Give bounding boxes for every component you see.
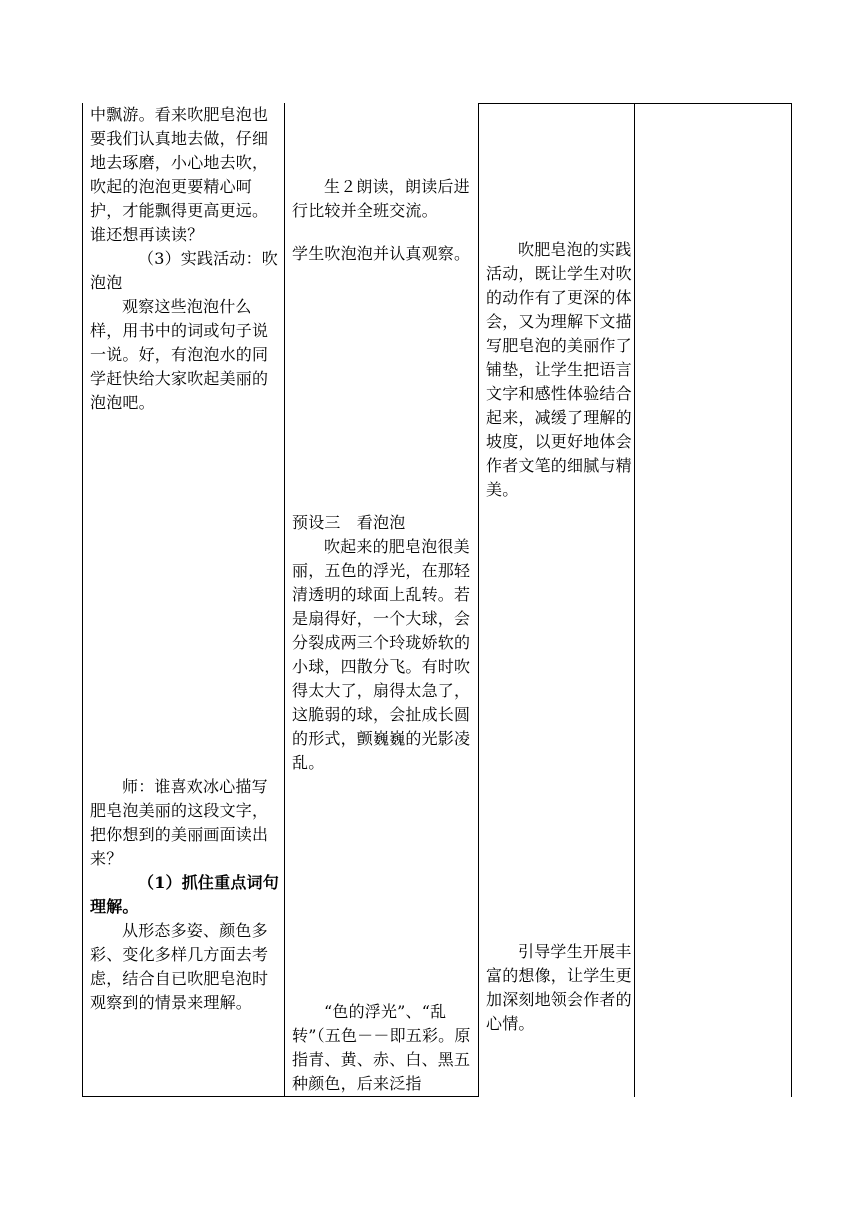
paragraph-understanding-guide: 从形态多姿、颜色多彩、变化多样几方面去考虑，结合自已吹肥皂泡时观察到的情景来理解。 xyxy=(90,921,269,1012)
student-activity-3 xyxy=(292,511,476,775)
paragraph-observe-bubbles: 观察这些泡泡什么样，用书中的词或句子说一说。好，有泡泡水的同学赶快给大家吹起美丽的泡泡吧。 xyxy=(90,297,269,412)
student-activity-2: 学生吹泡泡并认真观察。 xyxy=(292,244,471,263)
teacher-activity-block-1 xyxy=(90,103,282,415)
teacher-activity-block-2 xyxy=(90,775,282,1015)
paragraph-reading-summary: 中飘游。看来吹肥皂泡也要我们认真地去做，仔细地去琢磨，小心地去吹，吹起的泡泡更要精心呵护，才能飘得更高更远。谁还想再读读？ xyxy=(90,105,269,244)
design-intent-2: 引导学生开展丰富的想像，让学生更加深刻地领会作者的心情。 xyxy=(486,942,632,1033)
column-divider-2 xyxy=(478,103,479,1097)
student-activity-1: 生２朗读，朗读后进行比较并全班交流。 xyxy=(292,177,470,220)
table-bottom-border-left xyxy=(82,1096,479,1097)
table-top-border-right xyxy=(478,103,792,104)
heading-practice-activity: （3）实践活动：吹泡泡 xyxy=(90,249,278,292)
column-divider-1 xyxy=(284,103,285,1097)
preset-three-title: 预设三 看泡泡 xyxy=(292,513,406,532)
table-right-border xyxy=(791,103,792,1097)
student-activity-4: “色的浮光”、“乱转”（五色－－即五彩。原指青、黄、赤、白、黑五种颜色，后来泛指 xyxy=(292,1002,471,1093)
column-divider-3 xyxy=(634,103,635,1097)
paragraph-teacher-question: 师：谁喜欢冰心描写肥皂泡美丽的这段文字，把你想到的美丽画面读出来？ xyxy=(90,777,269,868)
preset-three-passage: 吹起来的肥皂泡很美丽，五色的浮光，在那轻清透明的球面上乱转。若是扇得好，一个大球，会分裂成两三个玲珑娇软的小球，四散分飞。有时吹得太大了，扇得太急了，这脆弱的球，会扯成长圆的形式，颤巍巍的光影凌乱。 xyxy=(292,537,471,772)
design-intent-1: 吹肥皂泡的实践活动，既让学生对吹的动作有了更深的体会，又为理解下文描写肥皂泡的美丽作了铺垫，让学生把语言文字和感性体验结合起来，减缓了理解的坡度，以更好地体会作者文笔的细腻与精美。 xyxy=(486,240,632,499)
table-left-border xyxy=(82,103,83,1097)
heading-key-words: （1）抓住重点词句理解。 xyxy=(90,873,279,916)
